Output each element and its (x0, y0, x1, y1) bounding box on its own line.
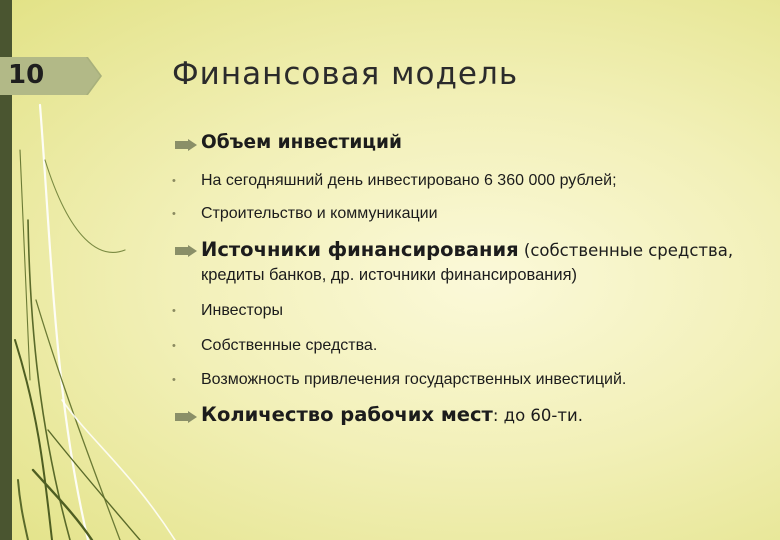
main-item-text (201, 403, 583, 426)
slide-title: Финансовая модель (172, 56, 519, 92)
bullet-dot: • (172, 374, 176, 386)
sub-item-text: На сегодняшний день инвестировано 6 360 000 рублей; (201, 172, 617, 189)
arrow-bullet-icon (175, 139, 197, 151)
sub-item-text: Строительство и коммуникации (201, 205, 438, 222)
main-item-text (201, 238, 733, 261)
bullet-dot: • (172, 208, 176, 220)
main-item-label: Источники финансирования (201, 238, 519, 261)
main-item-suffix: (собственные средства, (518, 241, 734, 260)
bullet-dot: • (172, 340, 176, 352)
sub-item-text: Инвесторы (201, 302, 283, 319)
sub-item-text: Возможность привлечения государственных инвестиций. (201, 371, 627, 388)
main-item-label: Количество рабочих мест (201, 403, 493, 426)
sub-item-text: Собственные средства. (201, 337, 378, 354)
arrow-bullet-icon (175, 411, 197, 423)
slide-number: 10 (8, 60, 45, 90)
slide-number-tag (0, 57, 102, 95)
main-item-suffix: : до 60-ти. (492, 406, 583, 425)
bullet-dot: • (172, 175, 176, 187)
bullet-dot: • (172, 305, 176, 317)
arrow-bullet-icon (175, 245, 197, 257)
main-item-label: Объем инвестиций (201, 132, 402, 153)
main-item-continuation: кредиты банков, др. источники финансирования) (201, 266, 578, 284)
